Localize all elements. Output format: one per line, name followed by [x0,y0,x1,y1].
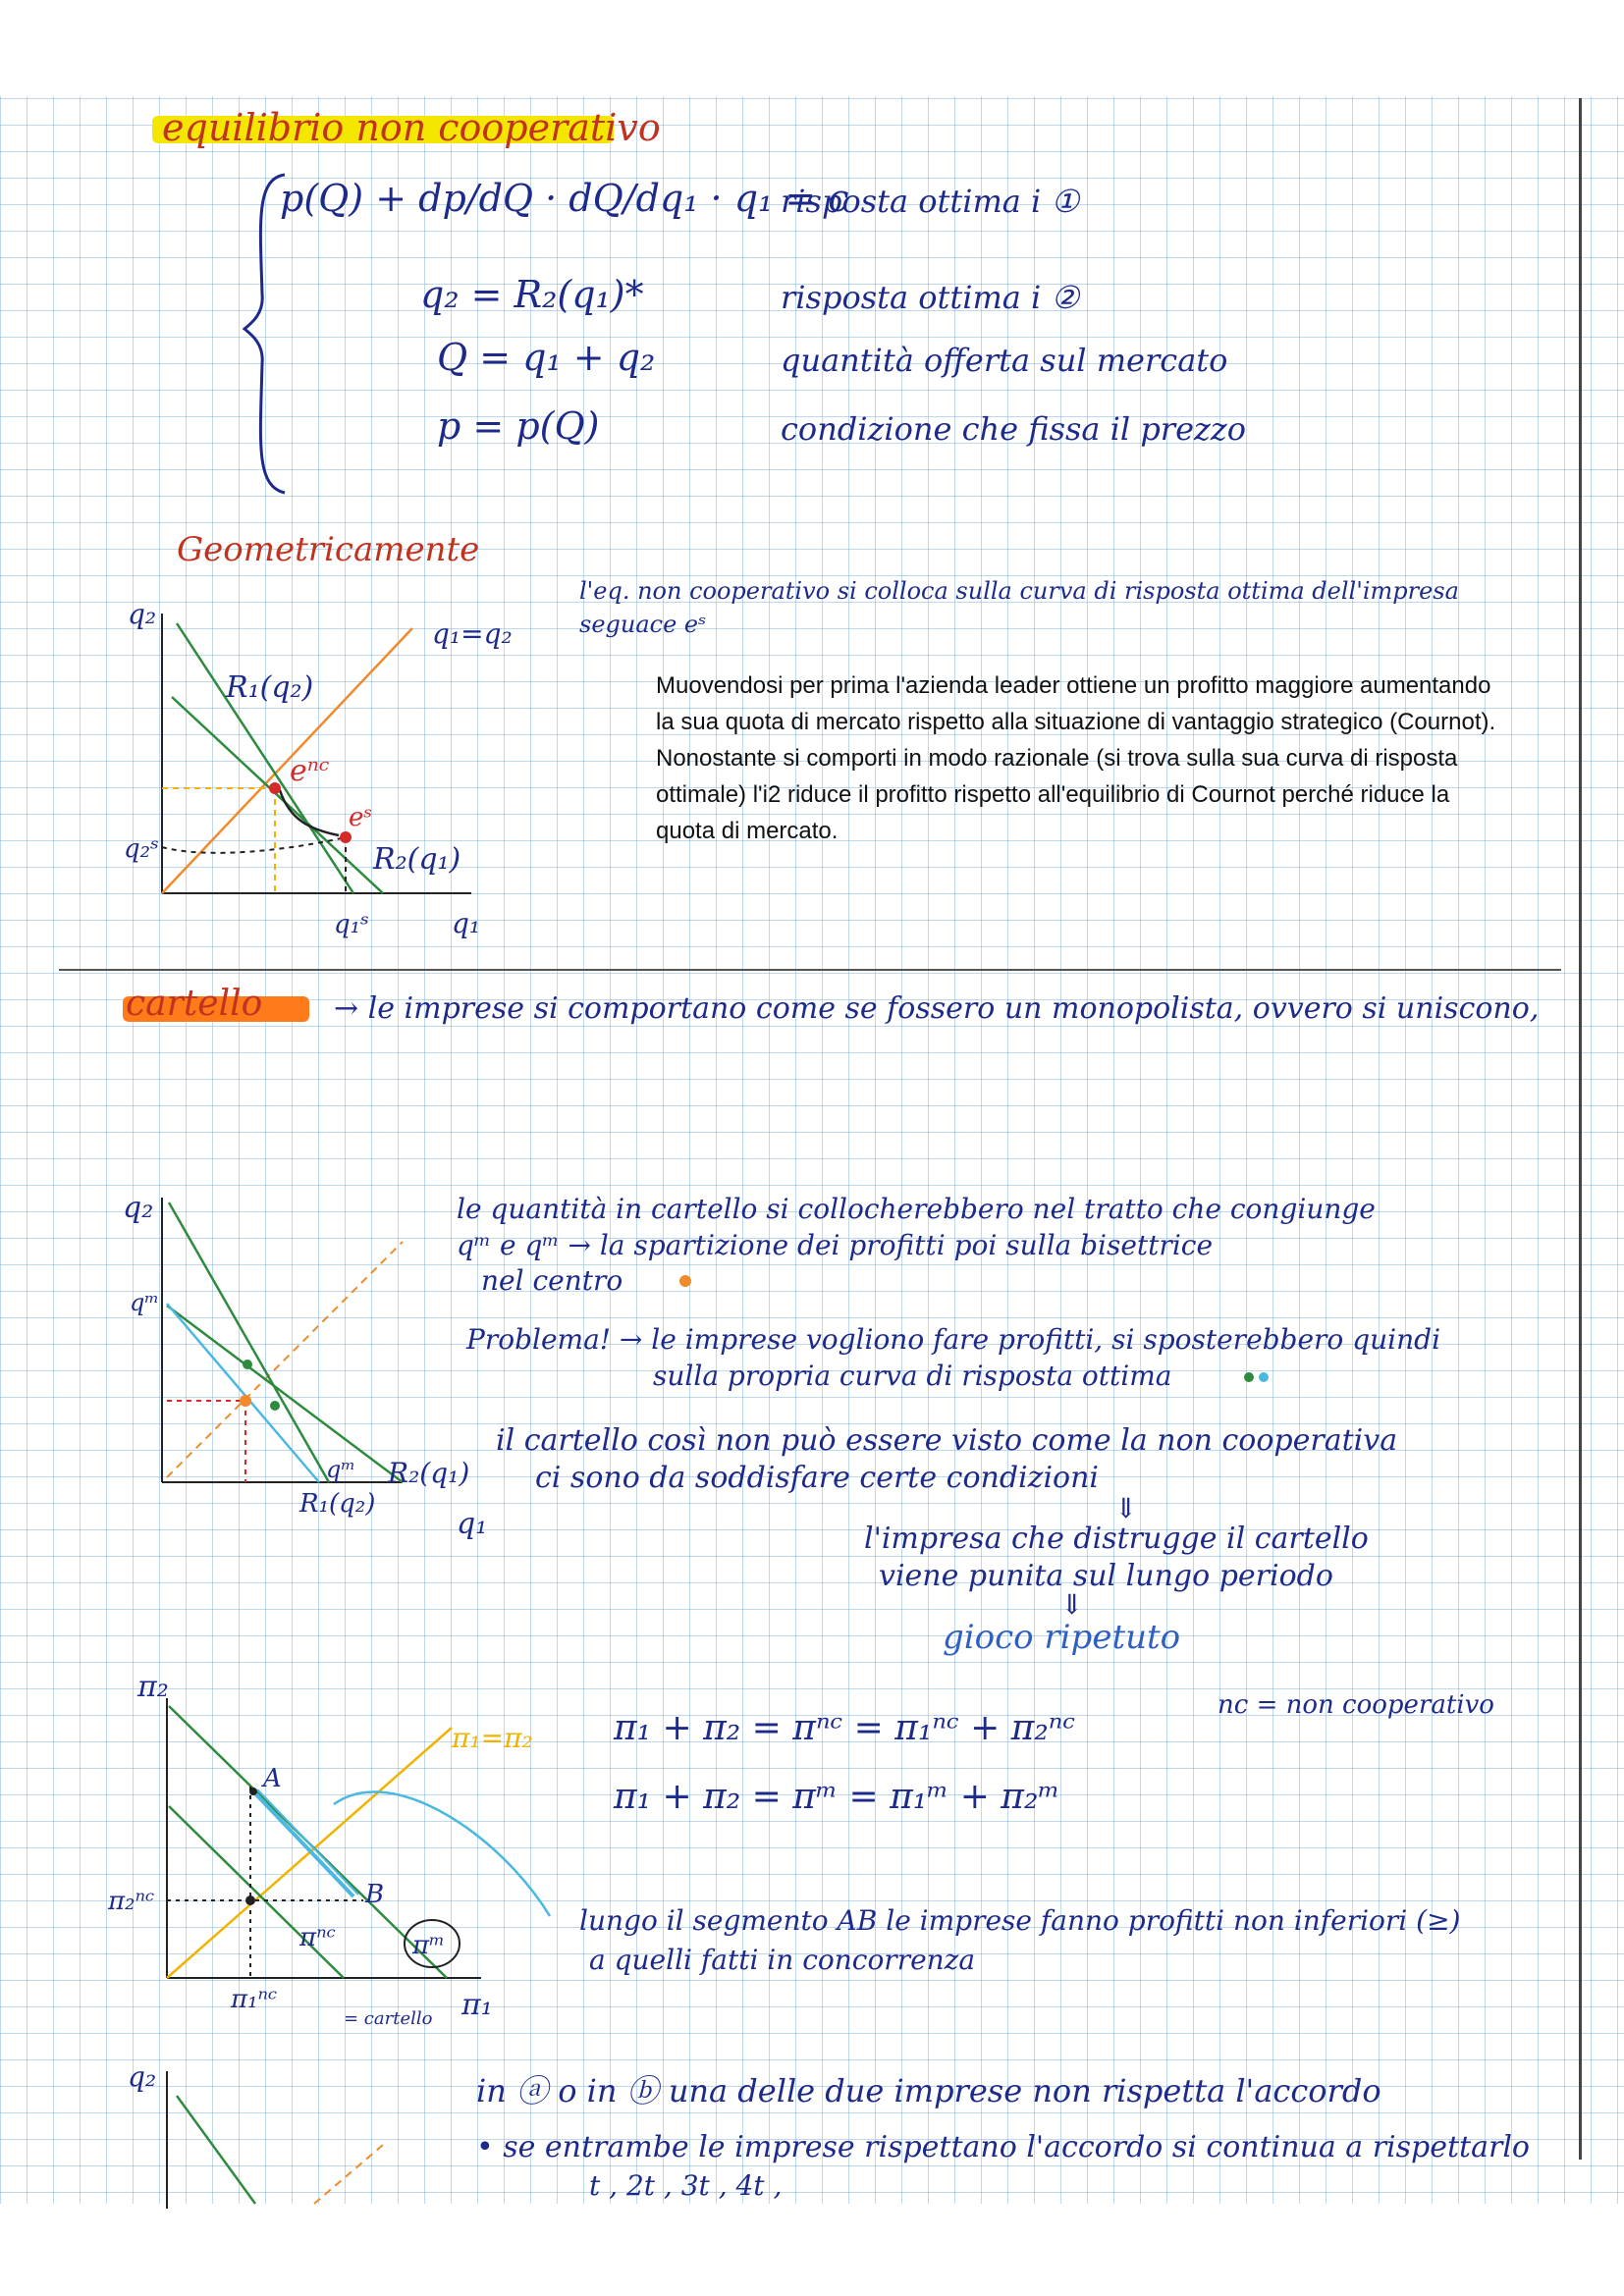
g3-cartel-tag: = cartello [344,2008,433,2029]
equation-3: Q = q₁ + q₂ [437,336,656,379]
margin-line [1579,98,1582,2160]
g2-r2-label: R₂(q₁) [388,1457,470,1489]
equation-2: q₂ = R₂(q₁)* [420,273,644,316]
g2-r1-label: R₁(q₂) [299,1489,376,1519]
typed-paragraph-2: Nonostante si comporti in modo razionale (si trova sulla sua curva di risposta ottimale) l'i2 riduce il profitto rispetto all'equilibrio di Cournot perché riduce la quota di mercato. [656,745,1458,844]
green-curve [177,2096,255,2204]
cartello-intro: → le imprese si comportano come se fossero un monopolista, ovvero si uniscono, [334,991,1540,1026]
punish-line-1: l'impresa che distrugge il cartello [864,1522,1369,1556]
section3-line-1: in ⓐ o in ⓑ una delle due imprese non rispetta l'accordo [476,2072,1381,2109]
equation-2-note: risposta ottima i ② [781,279,1080,316]
g1-q1s-label: q₁ˢ [334,910,369,939]
equation-4-note: condizione che fissa il prezzo [781,410,1247,448]
section-divider [59,969,1561,971]
geometric-note: l'eq. non cooperativo si colloca sulla curva di risposta ottima dell'impresa seguace eˢ [579,577,1459,638]
cartel-condition-2: ci sono da soddisfare certe condizioni [535,1461,1100,1495]
section-title-equilibrio: equilibrio non cooperativo [162,106,661,149]
cartel-condition-1: il cartello così non può essere visto come la non cooperativa [496,1423,1398,1458]
typed-note [656,667,1510,849]
section-title-cartello: cartello [126,984,263,1024]
problem-line-2: sulla propria curva di risposta ottima [653,1360,1172,1392]
point-green-1 [243,1360,252,1369]
equation-4: p = p(Q) [437,404,600,448]
segment-ab [253,1791,353,1896]
point-es [340,831,352,843]
g1-bisector-label: q₁=q₂ [432,617,513,650]
g3-pim: πᵐ [412,1931,446,1960]
graph-profits [108,1669,569,2042]
graph-partial [118,2052,412,2209]
g3-pi1nc: π₁ⁿᶜ [231,1985,278,2014]
g2-x-axis-label: q₁ [457,1507,488,1541]
point-a [249,1788,257,1795]
profit-eq-1: π₁ + π₂ = πⁿᶜ = π₁ⁿᶜ + π₂ⁿᶜ [614,1708,1076,1748]
g1-r2-label: R₂(q₁) [373,842,461,877]
green-dots-marker [1242,1369,1273,1385]
orange-dot-marker [677,1273,693,1289]
g3-pi2nc: π₂ⁿᶜ [108,1887,155,1916]
nc-definition: nc = non cooperativo [1218,1690,1494,1720]
segment-note-1: lungo il segmento AB le imprese fanno profitti non inferiori (≥) [579,1904,1461,1937]
g3-x-axis-label: π₁ [461,1988,493,2022]
g3-pinc: πⁿᶜ [299,1923,336,1952]
equation-1-note: risposta ottima i ① [781,183,1080,220]
section3-line-2: • se entrambe le imprese rispettano l'accordo si continua a rispettarlo [476,2130,1530,2164]
r2-curve [172,697,383,893]
r1-curve [169,1202,329,1482]
point-center [240,1395,251,1407]
segment-note-2: a quelli fatti in concorrenza [589,1944,976,1976]
cartel-note-2: qᵐ e qᵐ → la spartizione dei profitti poi sulla bisettrice [457,1229,1214,1261]
equation-3-note: quantità offerta sul mercato [781,342,1228,379]
arrow-down-1: ⇓ [1114,1492,1138,1524]
problem-line-1: Problema! → le imprese vogliono fare profitti, si sposterebbero quindi [466,1323,1441,1356]
geometric-title: Geometricamente [177,530,480,569]
bottom-blank-strip [0,2204,1624,2296]
g1-x-axis-label: q₁ [452,907,481,939]
equation-1: p(Q) + dp/dQ · dQ/dq₁ · q₁ = c [280,177,849,220]
g1-es-label: eˢ [349,803,373,832]
g2-y-axis-label: q₂ [123,1191,154,1225]
g3-bisector-label: π₁=π₂ [452,1722,533,1754]
punish-line-2: viene punita sul lungo periodo [879,1559,1333,1593]
arrow-down-2: ⇓ [1060,1588,1084,1621]
g1-enc-label: eⁿᶜ [290,754,330,788]
g2-qm-y-label: qᵐ [130,1289,160,1316]
g1-y-axis-label: q₂ [128,598,157,630]
g4-y-axis-label: q₂ [128,2060,157,2093]
point-enc [269,782,281,794]
g3-point-a: A [263,1764,282,1793]
g3-point-b: B [365,1880,385,1909]
graph-cournot-stackelberg [118,594,530,967]
segment-ab-2 [257,1789,358,1895]
point-green-2 [270,1401,280,1411]
profit-eq-2: π₁ + π₂ = πᵐ = π₁ᵐ + π₂ᵐ [614,1777,1060,1817]
g3-y-axis-label: π₂ [137,1670,169,1704]
cartel-note-3: nel centro [481,1264,623,1297]
section3-line-3: t , 2t , 3t , 4t , [589,2169,783,2202]
enc-to-es-arrow [280,790,339,835]
g1-q2s-label: q₂ˢ [124,834,159,864]
point-nc [245,1896,255,1905]
orange-dashed [314,2145,383,2204]
typed-paragraph-1: Muovendosi per prima l'azienda leader ottiene un profitto maggiore aumentando la sua quota di mercato rispetto alla situazione di vantaggio strategico (Cournot). [656,672,1496,735]
top-blank-strip [0,0,1624,96]
repeated-game: gioco ripetuto [943,1618,1181,1657]
r2-curve [167,1306,403,1482]
g1-r1-label: R₁(q₂) [226,670,314,705]
cartel-note-1: le quantità in cartello si collocherebbero nel tratto che congiunge [457,1193,1376,1225]
g2-qm-x-label: qᵐ [326,1456,356,1483]
